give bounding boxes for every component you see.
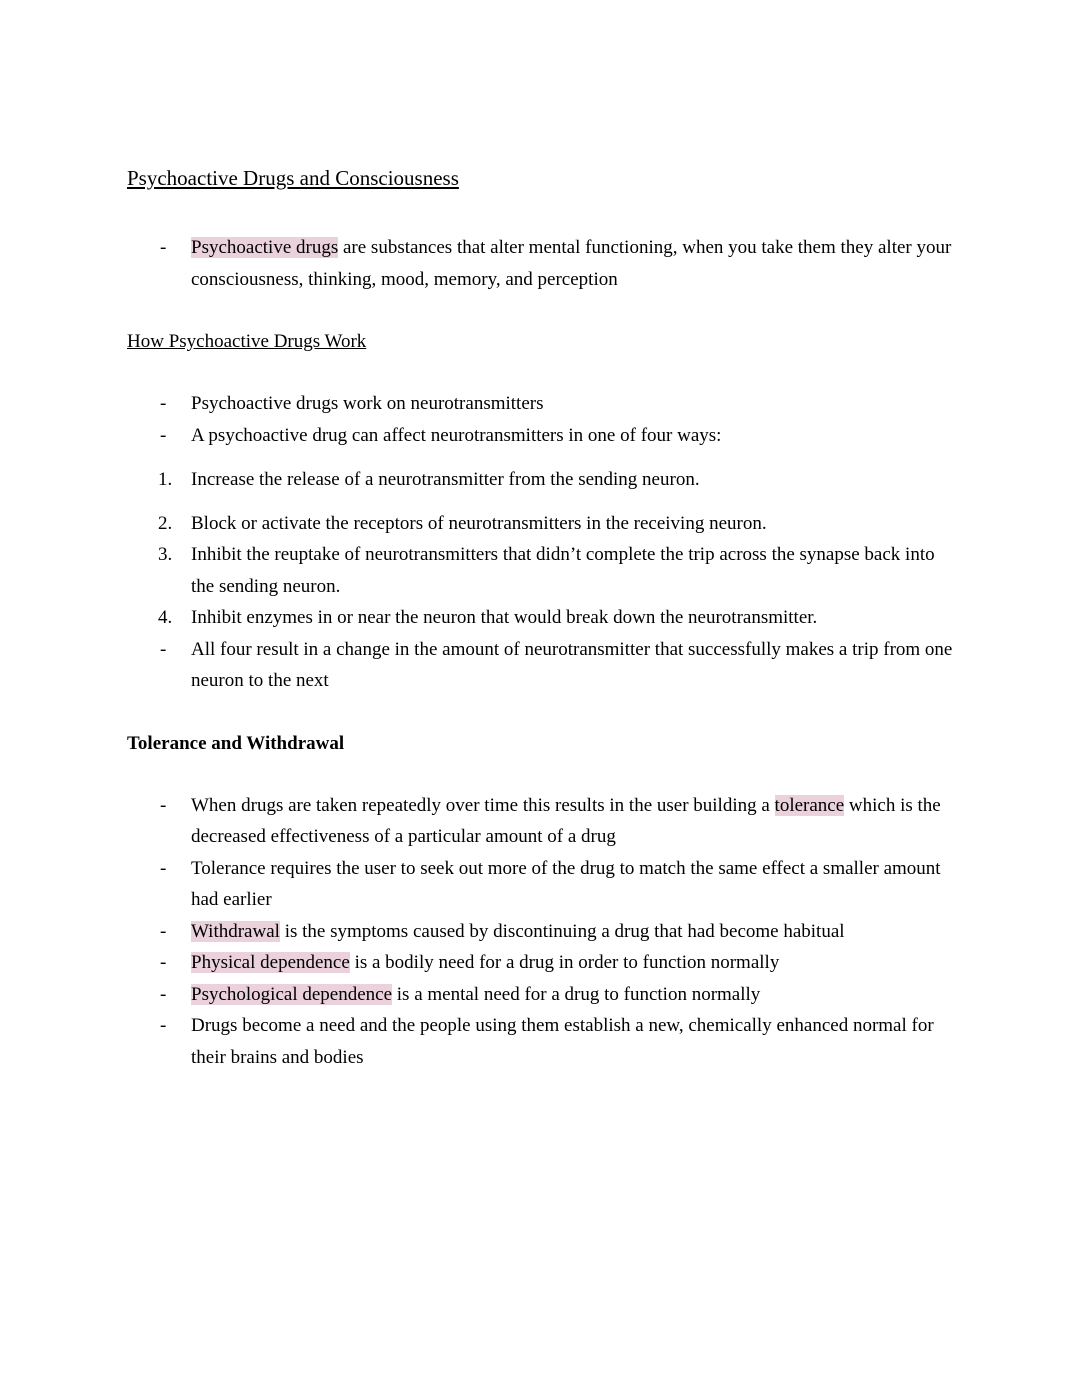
numbered-list (127, 464, 953, 496)
text-run: is a bodily need for a drug in order to function normally (349, 952, 780, 973)
list-number: 2. (158, 512, 173, 534)
list-item-text (191, 544, 935, 597)
bullet-dash: - (160, 1015, 167, 1036)
bullet-dash: - (160, 237, 167, 258)
list-item-text (191, 425, 721, 446)
highlighted-term: Psychoactive drugs (191, 237, 339, 258)
list-item-text (191, 469, 700, 490)
list-item (127, 602, 953, 634)
text-run: When drugs are taken repeatedly over time this results in the user building a (191, 794, 775, 816)
text-run: is a mental need for a drug to function normally (392, 983, 761, 1005)
bullet-dash: - (160, 638, 167, 660)
list-item (127, 947, 953, 979)
text-run: Tolerance requires the user to seek out more of the drug to match the same effect a smaller amount had earlier (191, 857, 941, 910)
text-run: Block or activate the receptors of neurotransmitters in the receiving neuron. (191, 512, 767, 534)
list-number: 4. (158, 607, 173, 628)
list-item (127, 1010, 953, 1073)
text-run: Psychoactive drugs work on neurotransmitters (191, 393, 544, 414)
list-item (127, 853, 953, 916)
bullet-dash: - (160, 983, 167, 1005)
bullet-dash: - (160, 857, 167, 879)
bullet-dash: - (160, 952, 167, 973)
bullet-dash: - (160, 393, 167, 414)
text-run: A psychoactive drug can affect neurotransmitters in one of four ways: (191, 424, 722, 446)
list-item-text (191, 639, 952, 692)
list-number: 3. (158, 544, 173, 565)
list-item (127, 634, 953, 697)
text-run: are substances that alter mental functioning, when you take them they alter your consciousness, thinking, mood, memory, and perception (191, 237, 952, 290)
list-item (127, 420, 953, 452)
bullet-dash: - (160, 920, 167, 942)
list-number: 1. (158, 469, 173, 490)
section-heading: Tolerance and Withdrawal (127, 732, 345, 754)
text-run: Increase the release of a neurotransmitter from the sending neuron. (191, 469, 700, 490)
text-run: All four result in a change in the amount of neurotransmitter that successfully makes a trip from one neuron to the next (191, 638, 953, 691)
highlighted-term: Psychological dependence (191, 983, 393, 1005)
list-item-text (191, 984, 760, 1005)
list-item-text (191, 607, 817, 628)
text-run: Inhibit the reuptake of neurotransmitters that didn’t complete the trip across the synapse back into the sending neuron. (191, 544, 935, 597)
text-run: Drugs become a need and the people using them establish a new, chemically enhanced normal for their brains and bodies (191, 1015, 934, 1068)
list-item-text (191, 513, 767, 534)
highlighted-term: Physical dependence (191, 952, 350, 973)
list-item (127, 539, 953, 602)
bullet-dash: - (160, 794, 167, 816)
bullet-list (127, 232, 953, 295)
highlighted-term: tolerance (774, 794, 845, 816)
numbered-list (127, 508, 953, 634)
list-item-text (191, 393, 543, 414)
list-item (127, 232, 953, 295)
list-item (127, 916, 953, 948)
list-item-text (191, 952, 779, 973)
bullet-list (127, 388, 953, 451)
list-item (127, 508, 953, 540)
bullet-list (127, 634, 953, 697)
list-item (127, 464, 953, 496)
bullet-dash: - (160, 424, 167, 446)
text-run: Inhibit enzymes in or near the neuron that would break down the neurotransmitter. (191, 607, 818, 628)
bullet-list (127, 790, 953, 1074)
list-item (127, 388, 953, 420)
text-run: is the symptoms caused by discontinuing a drug that had become habitual (279, 920, 845, 942)
list-item-text (191, 858, 941, 911)
list-item-text (191, 795, 941, 848)
list-item-text (191, 1015, 934, 1068)
list-item (127, 979, 953, 1011)
document-title: Psychoactive Drugs and Consciousness (127, 166, 459, 190)
list-item-text (191, 921, 845, 942)
list-item (127, 790, 953, 853)
highlighted-term: Withdrawal (191, 920, 280, 942)
text-run: which is the decreased effectiveness of a particular amount of a drug (191, 794, 941, 847)
section-heading: How Psychoactive Drugs Work (127, 331, 367, 352)
list-item-text (191, 237, 951, 290)
